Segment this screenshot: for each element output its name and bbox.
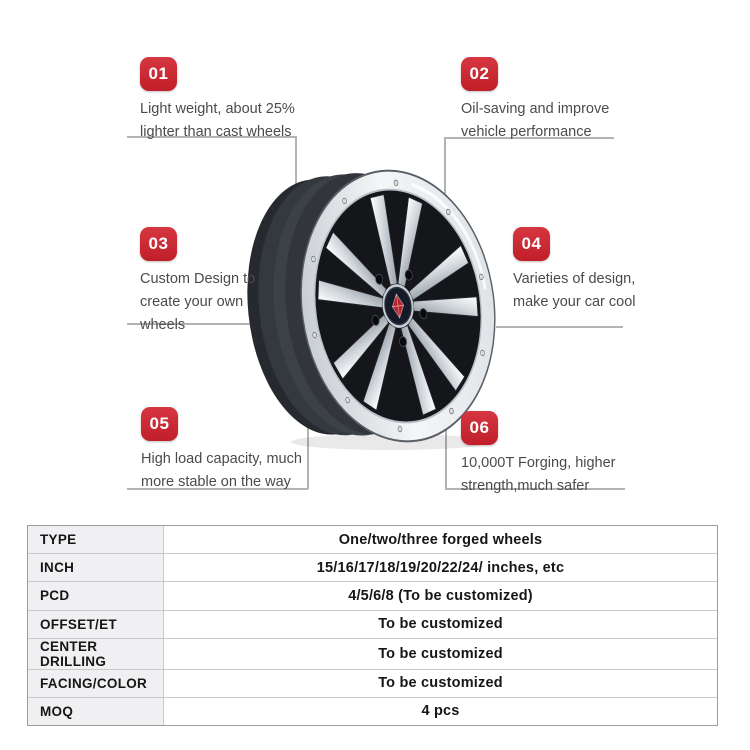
feature-text-line: Custom Design to <box>140 271 256 287</box>
feature-02 <box>461 57 609 144</box>
feature-text-line: 10,000T Forging, higher <box>461 455 616 471</box>
feature-badge-02: 02 <box>461 57 498 91</box>
feature-text-line: Varieties of design, <box>513 271 636 287</box>
feature-05 <box>141 407 302 494</box>
feature-badge-04: 04 <box>513 227 550 261</box>
spec-value: 4 pcs <box>421 703 460 720</box>
spec-label: CENTER DRILLING <box>28 639 164 669</box>
callout-line <box>496 326 623 328</box>
spec-table <box>27 525 718 726</box>
feature-text-01 <box>140 98 295 144</box>
feature-text-line: more stable on the way <box>141 474 291 490</box>
feature-06 <box>461 411 616 498</box>
feature-text-03 <box>140 268 255 337</box>
feature-04 <box>513 227 636 314</box>
spec-label: MOQ <box>28 698 164 725</box>
spec-value: One/two/three forged wheels <box>338 531 543 548</box>
feature-text-line: High load capacity, much <box>141 451 302 467</box>
feature-badge-03: 03 <box>140 227 177 261</box>
feature-text-04 <box>513 268 636 314</box>
spec-label: PCD <box>28 582 164 609</box>
feature-03 <box>140 227 255 337</box>
feature-text-line: strength,much safer <box>461 478 590 494</box>
spec-row-inch <box>28 554 717 582</box>
spec-value: To be customized <box>378 645 503 662</box>
feature-text-line: wheels <box>140 317 186 333</box>
spec-label: OFFSET/ET <box>28 611 164 638</box>
feature-badge-06: 06 <box>461 411 498 445</box>
feature-text-line: Oil-saving and improve <box>461 101 610 117</box>
spec-label: TYPE <box>28 526 164 553</box>
spec-value: 15/16/17/18/19/20/22/24/ inches, etc <box>316 559 565 576</box>
spec-row-offset <box>28 611 717 639</box>
feature-text-line: Light weight, about 25% <box>140 101 295 117</box>
spec-label: INCH <box>28 554 164 581</box>
spec-label: FACING/COLOR <box>28 670 164 697</box>
feature-text-line: create your own <box>140 294 244 310</box>
feature-text-line: make your car cool <box>513 294 636 310</box>
feature-text-line: vehicle performance <box>461 124 592 140</box>
feature-text-05 <box>141 448 302 494</box>
feature-text-02 <box>461 98 609 144</box>
feature-text-06 <box>461 452 616 498</box>
feature-badge-01: 01 <box>140 57 177 91</box>
spec-value: 4/5/6/8 (To be customized) <box>348 587 533 604</box>
spec-row-moq <box>28 698 717 725</box>
spec-value: To be customized <box>378 616 503 633</box>
feature-01 <box>140 57 295 144</box>
spec-row-type <box>28 526 717 554</box>
feature-text-line: lighter than cast wheels <box>140 124 292 140</box>
spec-row-facing-color <box>28 670 717 698</box>
feature-badge-05: 05 <box>141 407 178 441</box>
spec-row-pcd <box>28 582 717 610</box>
spec-value: To be customized <box>378 675 503 692</box>
spec-row-center-drilling <box>28 639 717 670</box>
